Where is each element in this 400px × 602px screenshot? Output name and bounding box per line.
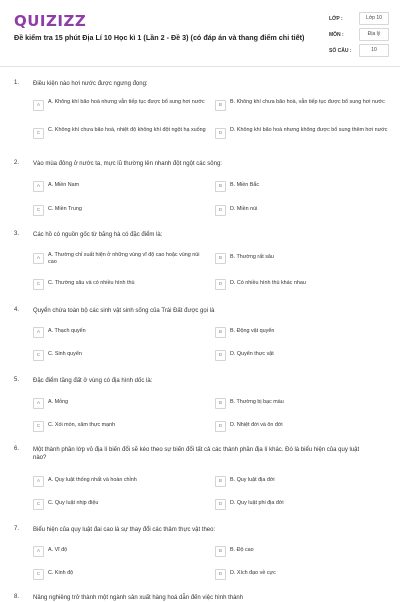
option-letter: A bbox=[33, 181, 44, 192]
meta-count-label: SỐ CÂU : bbox=[329, 48, 352, 54]
option-letter: B bbox=[215, 181, 226, 192]
meta-count-row bbox=[329, 44, 389, 60]
option-letter: B bbox=[215, 476, 226, 487]
option-text: B. Không khí chưa bão hoà, vẫn tiếp tục được bổ sung hơi nước bbox=[230, 99, 385, 105]
option-letter: A bbox=[33, 398, 44, 409]
question-number: 1. bbox=[14, 80, 20, 86]
option-letter: D bbox=[215, 421, 226, 432]
question-number: 2. bbox=[14, 160, 20, 166]
option-c[interactable] bbox=[33, 276, 203, 292]
option-c[interactable] bbox=[33, 125, 206, 141]
option-letter: A bbox=[33, 546, 44, 557]
meta-class-value: Lớp 10 bbox=[359, 12, 389, 25]
option-letter: B bbox=[215, 253, 226, 264]
worksheet-header bbox=[0, 0, 400, 62]
option-text: C. Xói mòn, xâm thực mạnh bbox=[48, 422, 116, 428]
question-text: Vào mùa đông ở nước ta, mực lũ thường lên nhanh đột ngột các sông: bbox=[33, 161, 222, 167]
question-text: Đặc điểm tầng đất ở vùng có địa hình dốc là: bbox=[33, 378, 153, 384]
meta-count-value: 10 bbox=[359, 44, 389, 57]
option-d[interactable] bbox=[215, 347, 385, 363]
worksheet-title: Đề kiểm tra 15 phút Địa Lí 10 Học kì 1 (Lần 2 - Đề 3) (có đáp án và thang điểm chi tiết) bbox=[14, 33, 305, 42]
option-a[interactable] bbox=[33, 178, 203, 194]
option-letter: A bbox=[33, 253, 44, 264]
option-letter: D bbox=[215, 205, 226, 216]
option-d[interactable] bbox=[215, 276, 385, 292]
option-b[interactable] bbox=[215, 543, 385, 559]
option-a[interactable] bbox=[33, 97, 203, 113]
option-letter: D bbox=[215, 499, 226, 510]
meta-subject-value: Địa lý bbox=[359, 28, 389, 41]
option-text: B. Thường bị bạc màu bbox=[230, 399, 284, 405]
option-text: D. Nhiệt đới và ôn đới bbox=[230, 422, 283, 428]
question-number: 6. bbox=[14, 446, 20, 452]
option-c[interactable] bbox=[33, 496, 203, 512]
option-text: A. Mỏng bbox=[48, 399, 69, 405]
option-b[interactable] bbox=[215, 395, 385, 411]
option-a[interactable] bbox=[33, 250, 203, 266]
option-text: B. Miền Bắc bbox=[230, 182, 260, 188]
option-text: C. Miền Trung bbox=[48, 206, 82, 212]
option-text: A. Quy luật thống nhất và hoàn chỉnh bbox=[48, 477, 137, 483]
option-letter: D bbox=[215, 569, 226, 580]
option-d[interactable] bbox=[215, 566, 385, 582]
option-text: C. Không khí chưa bão hoà, nhiệt độ không khí đột ngột hạ xuống bbox=[48, 127, 206, 133]
option-letter: D bbox=[215, 128, 226, 139]
meta-panel bbox=[329, 12, 389, 60]
option-text: B. Độ cao bbox=[230, 547, 254, 553]
option-text: D. Có nhiều hình thù khác nhau bbox=[230, 280, 306, 286]
option-text: C. Thường sâu và có nhiều hình thù bbox=[48, 280, 135, 286]
option-c[interactable] bbox=[33, 418, 203, 434]
header-divider bbox=[0, 66, 400, 67]
option-text: D. Miền núi bbox=[230, 206, 258, 212]
option-b[interactable] bbox=[215, 324, 385, 340]
option-text: A. Vĩ độ bbox=[48, 547, 68, 553]
option-letter: A bbox=[33, 327, 44, 338]
meta-subject-row bbox=[329, 28, 389, 44]
option-text: D. Quyển thực vật bbox=[230, 351, 274, 357]
option-b[interactable] bbox=[215, 250, 385, 266]
option-a[interactable] bbox=[33, 395, 203, 411]
question-text: Điều kiện nào hơi nước được ngưng đọng: bbox=[33, 81, 148, 87]
question-number: 3. bbox=[14, 231, 20, 237]
option-b[interactable] bbox=[215, 97, 385, 113]
option-b[interactable] bbox=[215, 178, 385, 194]
option-b[interactable] bbox=[215, 473, 385, 489]
question-text: Các hồ có nguồn gốc từ băng hà có đặc điểm là: bbox=[33, 232, 163, 238]
option-letter: C bbox=[33, 279, 44, 290]
option-d[interactable] bbox=[215, 202, 385, 218]
option-c[interactable] bbox=[33, 347, 203, 363]
meta-class-row bbox=[329, 12, 389, 28]
quizizz-logo[interactable]: QUIZIZZ bbox=[14, 12, 87, 30]
option-text: C. Sinh quyển bbox=[48, 351, 82, 357]
option-text: A. Không khí bão hoà nhưng vẫn tiếp tục được bổ sung hơi nước bbox=[48, 99, 205, 105]
option-letter: C bbox=[33, 128, 44, 139]
option-letter: C bbox=[33, 421, 44, 432]
option-d[interactable] bbox=[215, 418, 385, 434]
option-c[interactable] bbox=[33, 566, 203, 582]
option-letter: D bbox=[215, 279, 226, 290]
option-a[interactable] bbox=[33, 543, 203, 559]
question-number: 4. bbox=[14, 307, 20, 313]
question-text: Nâng nghiêng trở thành một ngành sản xuất hàng hoá dẫn đến việc hình thành bbox=[33, 595, 244, 601]
option-text: B. Thường rất sâu bbox=[230, 254, 274, 260]
option-letter: D bbox=[215, 350, 226, 361]
option-text: D. Không khí bão hoà nhưng không được bổ sung thêm hơi nước bbox=[230, 127, 388, 133]
option-a[interactable] bbox=[33, 473, 203, 489]
option-text: A. Thạch quyển bbox=[48, 328, 86, 334]
option-text: C. Quy luật nhịp điệu bbox=[48, 500, 99, 506]
option-letter: B bbox=[215, 398, 226, 409]
option-text: A. Miền Nam bbox=[48, 182, 80, 188]
option-text: D. Quy luật phi địa đới bbox=[230, 500, 284, 506]
option-text: B. Quy luật địa đới bbox=[230, 477, 275, 483]
question-number: 7. bbox=[14, 526, 20, 532]
option-letter: B bbox=[215, 327, 226, 338]
option-letter: C bbox=[33, 499, 44, 510]
meta-subject-label: MÔN : bbox=[329, 32, 344, 38]
option-letter: A bbox=[33, 476, 44, 487]
option-d[interactable] bbox=[215, 496, 385, 512]
question-number: 8. bbox=[14, 594, 20, 600]
question-text: Biểu hiện của quy luật đai cao là sự thay đổi các thảm thực vật theo: bbox=[33, 527, 216, 533]
option-letter: B bbox=[215, 546, 226, 557]
option-text: B. Động vật quyển bbox=[230, 328, 275, 334]
question-number: 5. bbox=[14, 377, 20, 383]
question-text: Quyển chứa toàn bộ các sinh vật sinh sống của Trái Đất được gọi là bbox=[33, 308, 215, 314]
option-text: D. Xích đạo về cực bbox=[230, 570, 276, 576]
option-a[interactable] bbox=[33, 324, 203, 340]
option-letter: B bbox=[215, 100, 226, 111]
option-c[interactable] bbox=[33, 202, 203, 218]
option-d[interactable] bbox=[215, 125, 388, 141]
question-text: Một thành phần lớp vỏ địa lí biến đổi sẽ kéo theo sự biến đổi tất cả các thành phần địa lí khác. Đó là biểu hiện của quy luật nào? bbox=[33, 447, 360, 461]
option-letter: C bbox=[33, 569, 44, 580]
option-letter: C bbox=[33, 350, 44, 361]
meta-class-label: LỚP : bbox=[329, 16, 343, 22]
option-text: A. Thường chỉ xuất hiện ở những vùng vĩ độ cao hoặc vùng núi cao bbox=[48, 252, 200, 265]
option-letter: C bbox=[33, 205, 44, 216]
option-letter: A bbox=[33, 100, 44, 111]
option-text: C. Kinh độ bbox=[48, 570, 74, 576]
